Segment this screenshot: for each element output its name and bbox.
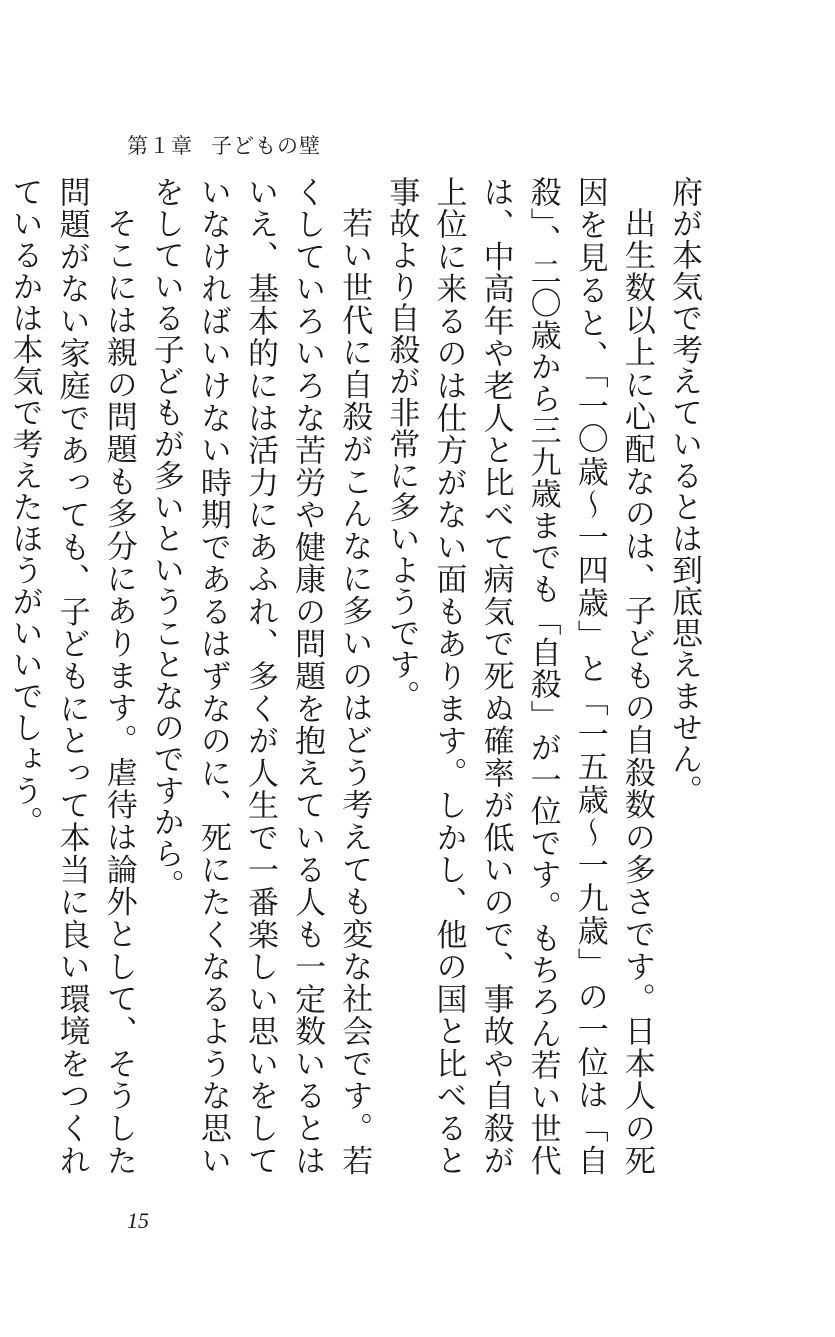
body-text — [6, 176, 707, 1176]
chapter-number: 第１章 — [127, 134, 193, 158]
paragraph: 出生数以上に心配なのは、子どもの自殺数の多さです。日本人の死因を見ると、「一〇歳〜一四歳」と「一五歳〜一九歳」の一位は「自殺」、二〇歳から三九歳までも「自殺」が一位です。もちろん若い世代は、中高年や老人と比べて病気で死ぬ確率が低いので、事故や自殺が上位に来るのは仕方がない面もあります。しかし、他の国と比べると事故より自殺が非常に多いようです。 — [383, 176, 655, 1176]
page-number: 15 — [127, 1208, 149, 1233]
paragraph: 若い世代に自殺がこんなに多いのはどう考えても変な社会です。若くしていろいろな苦労や健康の問題を抱えている人も一定数いるとはいえ、基本的には活力にあふれ、多くが人生で一番楽しい思いをしていなければいけない時期であるはずなのに、死にたくなるような思いをしている子どもが多いということなのですから。 — [147, 176, 373, 1176]
paragraph-continued: 府が本気で考えているとは到底思えません。 — [666, 176, 702, 806]
chapter-title: 子どもの壁 — [211, 134, 321, 158]
running-head — [127, 130, 321, 160]
paragraph: そこには親の問題も多分にあります。虐待は論外として、そうした問題がない家庭であっても、子どもにとって本当に良い環境をつくれているかは本気で考えたほうがいいでしょう。 — [6, 176, 137, 1176]
